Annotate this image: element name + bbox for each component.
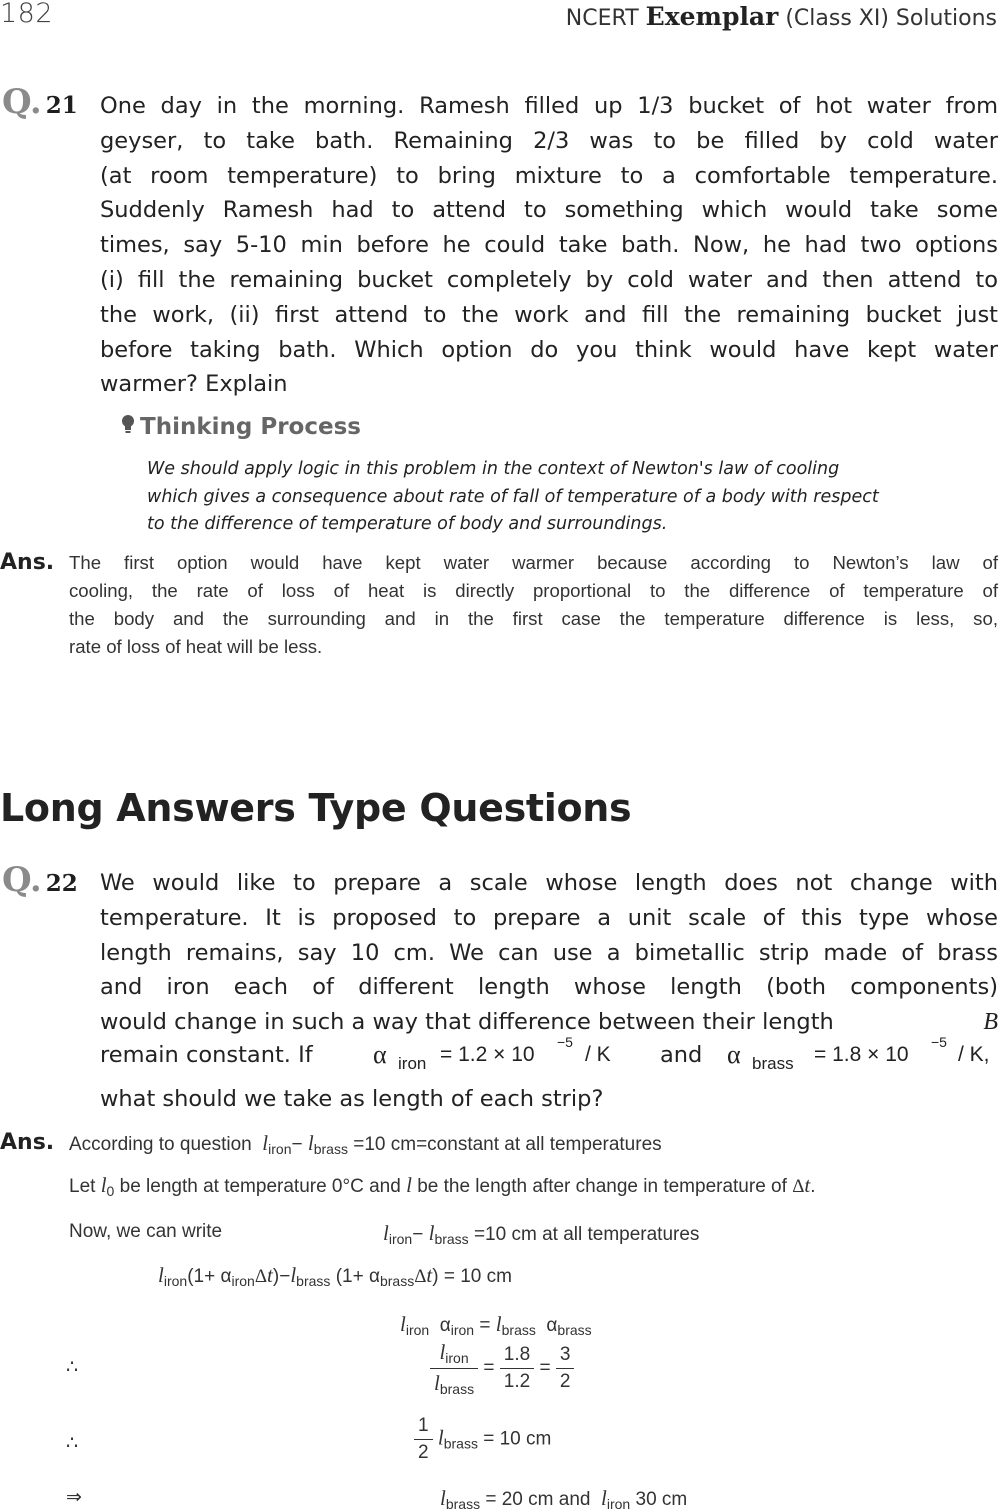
text-line: (at room temperature) to bring mixture to a comfortable temperature. xyxy=(100,162,998,189)
delta: Δ xyxy=(414,1266,427,1287)
denominator: 2 xyxy=(418,1442,429,1463)
text-line: which gives a consequence about rate of fall of temperature of a body with respect xyxy=(147,486,879,507)
var-l: l xyxy=(400,1312,406,1336)
text-part: Let xyxy=(69,1176,96,1197)
answer-label: Ans. xyxy=(0,550,55,575)
text-line: and iron each of different length whose length (both components) xyxy=(100,974,998,1001)
text-line: One day in the morning. Ramesh filled up 1/3 bucket of hot water from xyxy=(100,93,998,119)
delta: Δ xyxy=(254,1266,268,1287)
var-l: l xyxy=(428,1221,435,1245)
var-l: l xyxy=(434,1371,440,1395)
text-line: (i) fill the remaining bucket completely by cold water and then attend to xyxy=(100,266,998,293)
dot: . xyxy=(810,1176,816,1197)
therefore-symbol: ∴ xyxy=(66,1357,79,1378)
minus: − xyxy=(412,1224,424,1245)
variable-b: B xyxy=(983,1009,998,1036)
text-part: =10 cm at all temperatures xyxy=(473,1224,700,1245)
thinking-process-text xyxy=(147,456,879,539)
sub-brass: brass xyxy=(501,1322,536,1338)
denominator: 1.2 xyxy=(503,1371,531,1392)
half-equation xyxy=(414,1415,551,1464)
alpha: α xyxy=(546,1315,558,1336)
sub-iron: iron xyxy=(445,1350,469,1366)
answer-22-line-2 xyxy=(69,1173,816,1199)
text-part: According to question xyxy=(69,1134,252,1155)
rhs: = 10 cm xyxy=(483,1428,552,1450)
question-22-last-line: what should we take as length of each strip? xyxy=(100,1086,604,1112)
text-line-part: would change in such a way that difference between their length xyxy=(100,1009,834,1036)
fraction-equation xyxy=(430,1340,574,1397)
exponent: −5 xyxy=(931,1034,947,1050)
var-l: l xyxy=(307,1131,314,1155)
equation-alpha xyxy=(400,1312,592,1338)
sub-iron: iron xyxy=(405,1322,430,1338)
question-21-label xyxy=(2,82,78,122)
var-t: t xyxy=(804,1173,811,1197)
thinking-process-title: Thinking Process xyxy=(140,414,361,440)
text-line xyxy=(100,1005,998,1040)
var-l: l xyxy=(437,1425,444,1450)
var-l: l xyxy=(495,1312,502,1336)
sub-iron: iron xyxy=(231,1273,255,1289)
var-l: l xyxy=(440,1486,446,1510)
sub-brass: brass xyxy=(439,1381,475,1397)
text-line: geyser, to take bath. Remaining 2/3 was to be filled by cold water xyxy=(100,127,998,154)
sub-brass: brass xyxy=(296,1273,331,1289)
minus: − xyxy=(291,1134,303,1155)
answer-22-line-1 xyxy=(69,1131,662,1157)
sub-brass: brass xyxy=(445,1496,481,1512)
text-line: The first option would have kept water warmer because according to Newton’s law of xyxy=(69,552,998,573)
var-l: l xyxy=(290,1263,297,1287)
subscript-iron: iron xyxy=(398,1054,427,1073)
question-number: 21 xyxy=(45,92,78,119)
var-t: t xyxy=(267,1263,273,1287)
text-line: length remains, say 10 cm. We can use a bimetallic strip made of brass xyxy=(100,939,998,966)
text-part: be the length after change in temperature of xyxy=(417,1176,787,1197)
sub-iron: iron xyxy=(450,1322,475,1338)
text-line: the work, (ii) first attend to the work and fill the remaining bucket just xyxy=(100,301,998,328)
text-part: =10 cm=constant at all temperatures xyxy=(353,1134,662,1155)
alpha-symbol: α xyxy=(373,1040,387,1069)
var-l: l xyxy=(158,1263,164,1287)
fraction-value xyxy=(500,1344,534,1393)
text-line: temperature. It is proposed to prepare a unit scale of this type whose xyxy=(100,904,998,931)
question-number: 22 xyxy=(45,870,78,897)
result-part: = 20 cm and xyxy=(485,1489,591,1510)
denominator: 2 xyxy=(559,1371,571,1392)
running-header xyxy=(566,2,997,31)
unit: / K, xyxy=(958,1043,990,1066)
fraction-simplified xyxy=(556,1344,575,1393)
section-heading: Long Answers Type Questions xyxy=(0,786,632,830)
answer-21-text xyxy=(69,549,998,661)
alpha: α xyxy=(439,1315,451,1336)
answer-22-line-3-eq xyxy=(383,1221,699,1247)
text-line: rate of loss of heat will be less. xyxy=(69,636,323,657)
var-l: l xyxy=(601,1486,607,1510)
text-line: We would like to prepare a scale whose length does not change with xyxy=(100,870,998,896)
implies-symbol: ⇒ xyxy=(66,1487,82,1508)
sub-iron: iron xyxy=(388,1231,413,1247)
equals: = xyxy=(539,1357,551,1379)
text-line: Suddenly Ramesh had to attend to something which would take some xyxy=(100,197,998,224)
sub-brass: brass xyxy=(379,1273,415,1289)
text-line: We should apply logic in this problem in the context of Newton's law of cooling xyxy=(147,459,840,479)
value-brass: = 1.8 × 10 xyxy=(814,1043,909,1066)
page-number: 182 xyxy=(0,0,54,29)
subscript-brass: brass xyxy=(752,1054,794,1073)
sub-brass: brass xyxy=(557,1322,592,1338)
unit: / K xyxy=(585,1043,611,1066)
eq-part: (1+ α xyxy=(187,1266,232,1287)
fraction-l-ratio xyxy=(430,1340,478,1397)
eq-part: ) = 10 cm xyxy=(432,1266,512,1287)
fraction-half xyxy=(414,1415,433,1464)
question-mark: Q. xyxy=(2,82,42,122)
var-l: l xyxy=(262,1131,269,1155)
question-22-text xyxy=(100,866,998,1040)
text-line: the body and the surrounding and in the first case the temperature difference is less, so, xyxy=(69,608,998,629)
text-line: before taking bath. Which option do you think would have kept water xyxy=(100,336,998,363)
thinking-process-heading xyxy=(120,412,361,440)
text-line: warmer? Explain xyxy=(100,371,288,398)
text-and: and xyxy=(660,1042,703,1068)
sub-brass: brass xyxy=(313,1141,348,1157)
equals: = xyxy=(479,1315,491,1336)
var-l: l xyxy=(439,1340,446,1364)
eq-part: (1+ α xyxy=(335,1266,380,1287)
numerator: 1 xyxy=(414,1415,433,1440)
sub-zero: 0 xyxy=(106,1183,115,1199)
equals: = xyxy=(483,1357,495,1379)
delta: Δ xyxy=(792,1176,805,1197)
running-header-suffix: (Class XI) Solutions xyxy=(785,6,997,31)
question-22-formula-line xyxy=(100,1034,998,1080)
text-part: be length at temperature 0°C and xyxy=(119,1176,401,1197)
sub-brass: brass xyxy=(443,1435,478,1452)
exponent: −5 xyxy=(557,1034,573,1050)
text-line: to the difference of temperature of body and surroundings. xyxy=(147,514,668,534)
text-part: remain constant. If xyxy=(100,1042,313,1068)
question-22-label xyxy=(2,860,78,900)
question-mark: Q. xyxy=(2,860,42,900)
var-t: t xyxy=(426,1263,433,1287)
question-21-text xyxy=(100,89,998,402)
alpha-symbol: α xyxy=(727,1040,741,1069)
equation-expansion xyxy=(158,1263,512,1289)
sub-iron: iron xyxy=(606,1496,631,1512)
sub-iron: iron xyxy=(268,1141,292,1157)
lightbulb-icon xyxy=(120,412,136,438)
value-iron: = 1.2 × 10 xyxy=(440,1043,535,1066)
running-header-prefix: NCERT xyxy=(565,6,639,31)
eq-part: )− xyxy=(272,1266,291,1287)
numerator: 3 xyxy=(556,1344,575,1369)
answer-22-line-3-label: Now, we can write xyxy=(69,1221,223,1242)
running-header-bold: Exemplar xyxy=(645,2,779,31)
therefore-symbol: ∴ xyxy=(66,1433,79,1454)
sub-brass: brass xyxy=(434,1231,469,1247)
var-l: l xyxy=(406,1173,412,1197)
var-l: l xyxy=(383,1221,389,1245)
result-part: 30 cm xyxy=(635,1489,688,1510)
text-line: cooling, the rate of loss of heat is directly proportional to the difference of temperature of xyxy=(69,580,998,601)
numerator: 1.8 xyxy=(500,1344,534,1369)
sub-iron: iron xyxy=(163,1273,188,1289)
var-l: l xyxy=(100,1173,107,1197)
answer-label: Ans. xyxy=(0,1130,55,1155)
text-line: times, say 5-10 min before he could take bath. Now, he had two options xyxy=(100,232,998,259)
final-result xyxy=(440,1486,687,1512)
